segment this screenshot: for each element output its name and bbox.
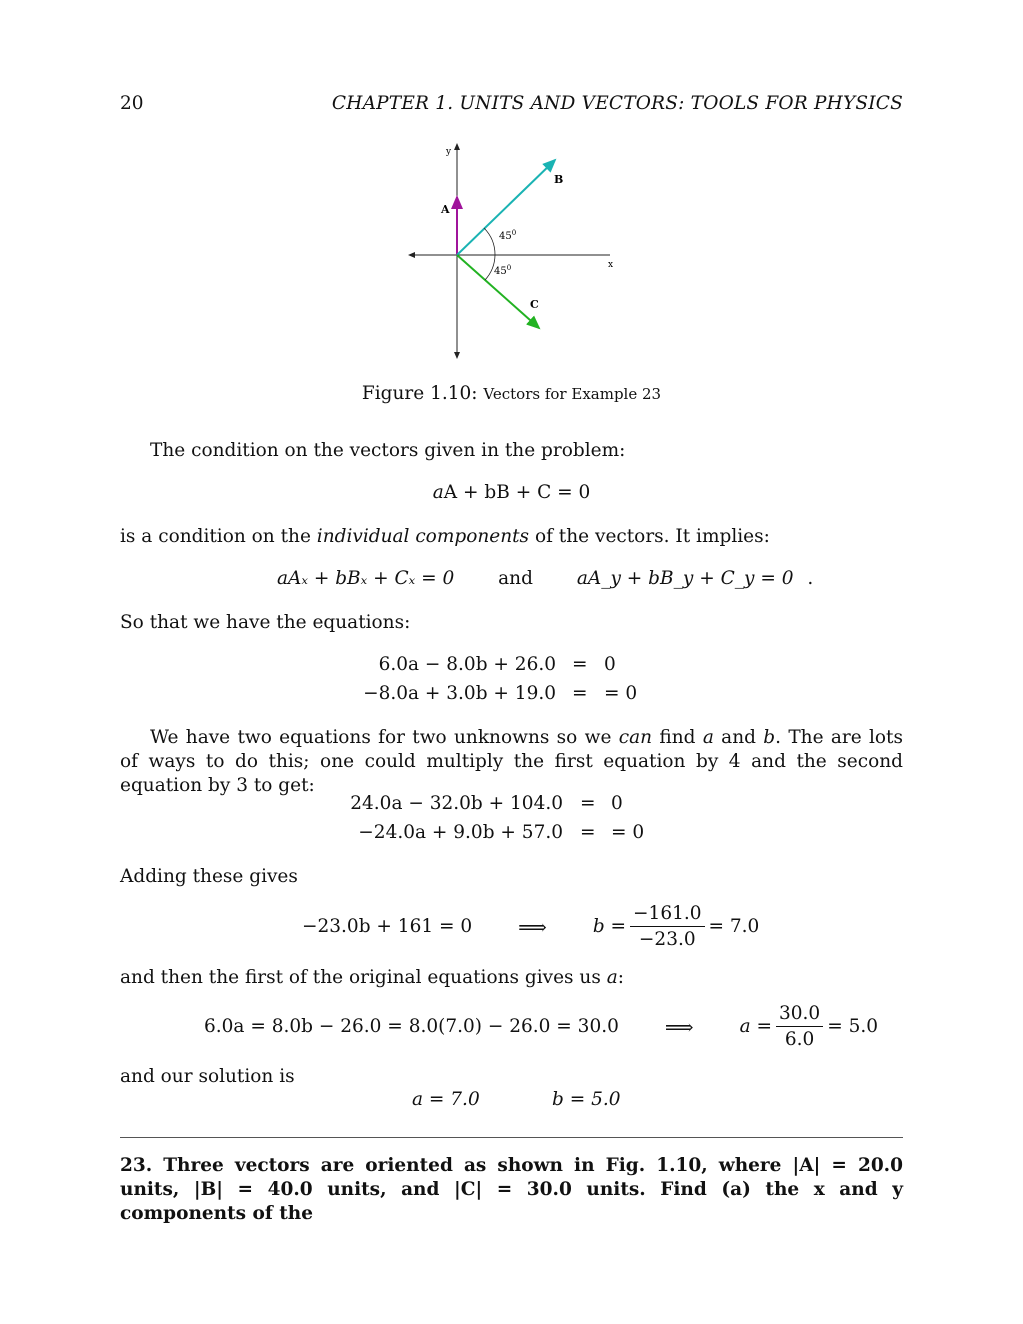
sys2-left-1: 24.0a − 32.0b + 104.0: [350, 793, 563, 814]
eq4-numerator: 30.0: [776, 1003, 823, 1027]
p4-text-4: . The are lots of ways to do this; one could multiply the first equation by 4 and the second equation by 3 to get:: [120, 727, 903, 796]
chapter-title: CHAPTER 1. UNITS AND VECTORS: TOOLS FOR PHYSICS: [331, 93, 903, 114]
eq3-fraction: [630, 903, 704, 950]
figure-caption: [0, 383, 1023, 404]
section-divider: [120, 1137, 903, 1138]
eq3-denominator: −23.0: [638, 929, 696, 950]
paragraph-two-unknowns: [120, 726, 903, 798]
eq2-and: and: [498, 568, 533, 589]
eq2-right: aA_y + bB_y + C_y = 0: [576, 568, 794, 589]
eq4-a: a =: [739, 1016, 772, 1037]
sys2-left-2: −24.0a + 9.0b + 57.0: [358, 822, 563, 843]
p6-var: a: [606, 967, 618, 988]
caption-prefix: Figure 1.10:: [361, 383, 478, 404]
paragraph-adding: Adding these gives: [120, 866, 298, 887]
angle-arc-b: [484, 228, 495, 255]
sys2-right-1: 0: [611, 793, 623, 814]
angle-b-label: $45^0$: [499, 229, 517, 242]
vector-figure: [405, 140, 625, 365]
vector-c-label: C: [530, 298, 539, 311]
p4-text-1: We have two equations for two unknowns so we: [150, 727, 619, 748]
axis-x-label: x: [608, 260, 614, 270]
p6-text-2: :: [617, 967, 624, 988]
paragraph-first-original: [120, 966, 903, 990]
eq4-result: = 5.0: [827, 1016, 878, 1037]
sys1-left-1: 6.0a − 8.0b + 26.0: [378, 654, 556, 675]
sys2-equals-1: =: [580, 793, 596, 814]
p2-text-1: is a condition on the: [120, 526, 317, 547]
p4-var-a: a: [702, 727, 714, 748]
sys1-equals-1: =: [572, 654, 588, 675]
vector-a-label: A: [441, 203, 450, 216]
p2-italic: individual components: [316, 526, 530, 547]
page-number: 20: [120, 93, 144, 114]
eq4-denominator: 6.0: [784, 1029, 815, 1050]
eq3-b: b =: [592, 916, 627, 937]
p4-text-3: and: [713, 727, 764, 748]
eq1-rest: A + bB + C = 0: [443, 482, 591, 503]
eq3-implies: ⟹: [518, 914, 547, 939]
sys2-equals-2: =: [580, 822, 596, 843]
sys2-right-2: = 0: [611, 822, 645, 843]
sys1-right-1: 0: [604, 654, 616, 675]
solution-a: a = 7.0: [412, 1089, 480, 1110]
equation-solve-a: [204, 1003, 878, 1050]
eq3-result: = 7.0: [708, 916, 760, 937]
sys1-right-2: = 0: [604, 683, 638, 704]
sys1-left-2: −8.0a + 3.0b + 19.0: [363, 683, 556, 704]
eq2-left: aAₓ + bBₓ + Cₓ = 0: [277, 568, 455, 589]
angle-c-label: $45^0$: [494, 264, 512, 277]
problem-statement: 23. Three vectors are oriented as shown in Fig. 1.10, where |A| = 20.0 units, |B| = 40.0 units, and |C| = 30.0 units. Find (a) the x and y components of the: [120, 1155, 903, 1224]
eq1-scalar-a: a: [432, 482, 444, 503]
eq4-left: 6.0a = 8.0b − 26.0 = 8.0(7.0) − 26.0 = 30.0: [204, 1016, 619, 1037]
p4-text-2: find: [652, 727, 703, 748]
vector-b-label: B: [554, 173, 564, 186]
p4-can: can: [618, 727, 653, 748]
equation-components: [277, 568, 813, 589]
eq4-fraction: [776, 1003, 823, 1050]
p6-text-1: and then the first of the original equations gives us: [120, 967, 607, 988]
axis-y-label: y: [446, 147, 452, 157]
p2-text-2: of the vectors. It implies:: [529, 526, 770, 547]
paragraph-equations: So that we have the equations:: [120, 612, 411, 633]
equation-vector-sum: [0, 482, 1023, 503]
eq2-dot: .: [807, 568, 814, 589]
p4-var-b: b: [763, 727, 776, 748]
caption-text: Vectors for Example 23: [483, 385, 662, 403]
eq3-numerator: −161.0: [630, 903, 704, 927]
solution-b: b = 5.0: [552, 1089, 621, 1110]
paragraph-components: [120, 525, 903, 549]
eq4-implies: ⟹: [664, 1014, 694, 1039]
paragraph-condition: The condition on the vectors given in the problem:: [150, 440, 626, 461]
sys1-equals-2: =: [572, 683, 588, 704]
vector-diagram: [405, 140, 625, 365]
equation-solve-b: [302, 903, 759, 950]
paragraph-solution: and our solution is: [120, 1066, 295, 1087]
eq3-left: −23.0b + 161 = 0: [302, 916, 473, 937]
